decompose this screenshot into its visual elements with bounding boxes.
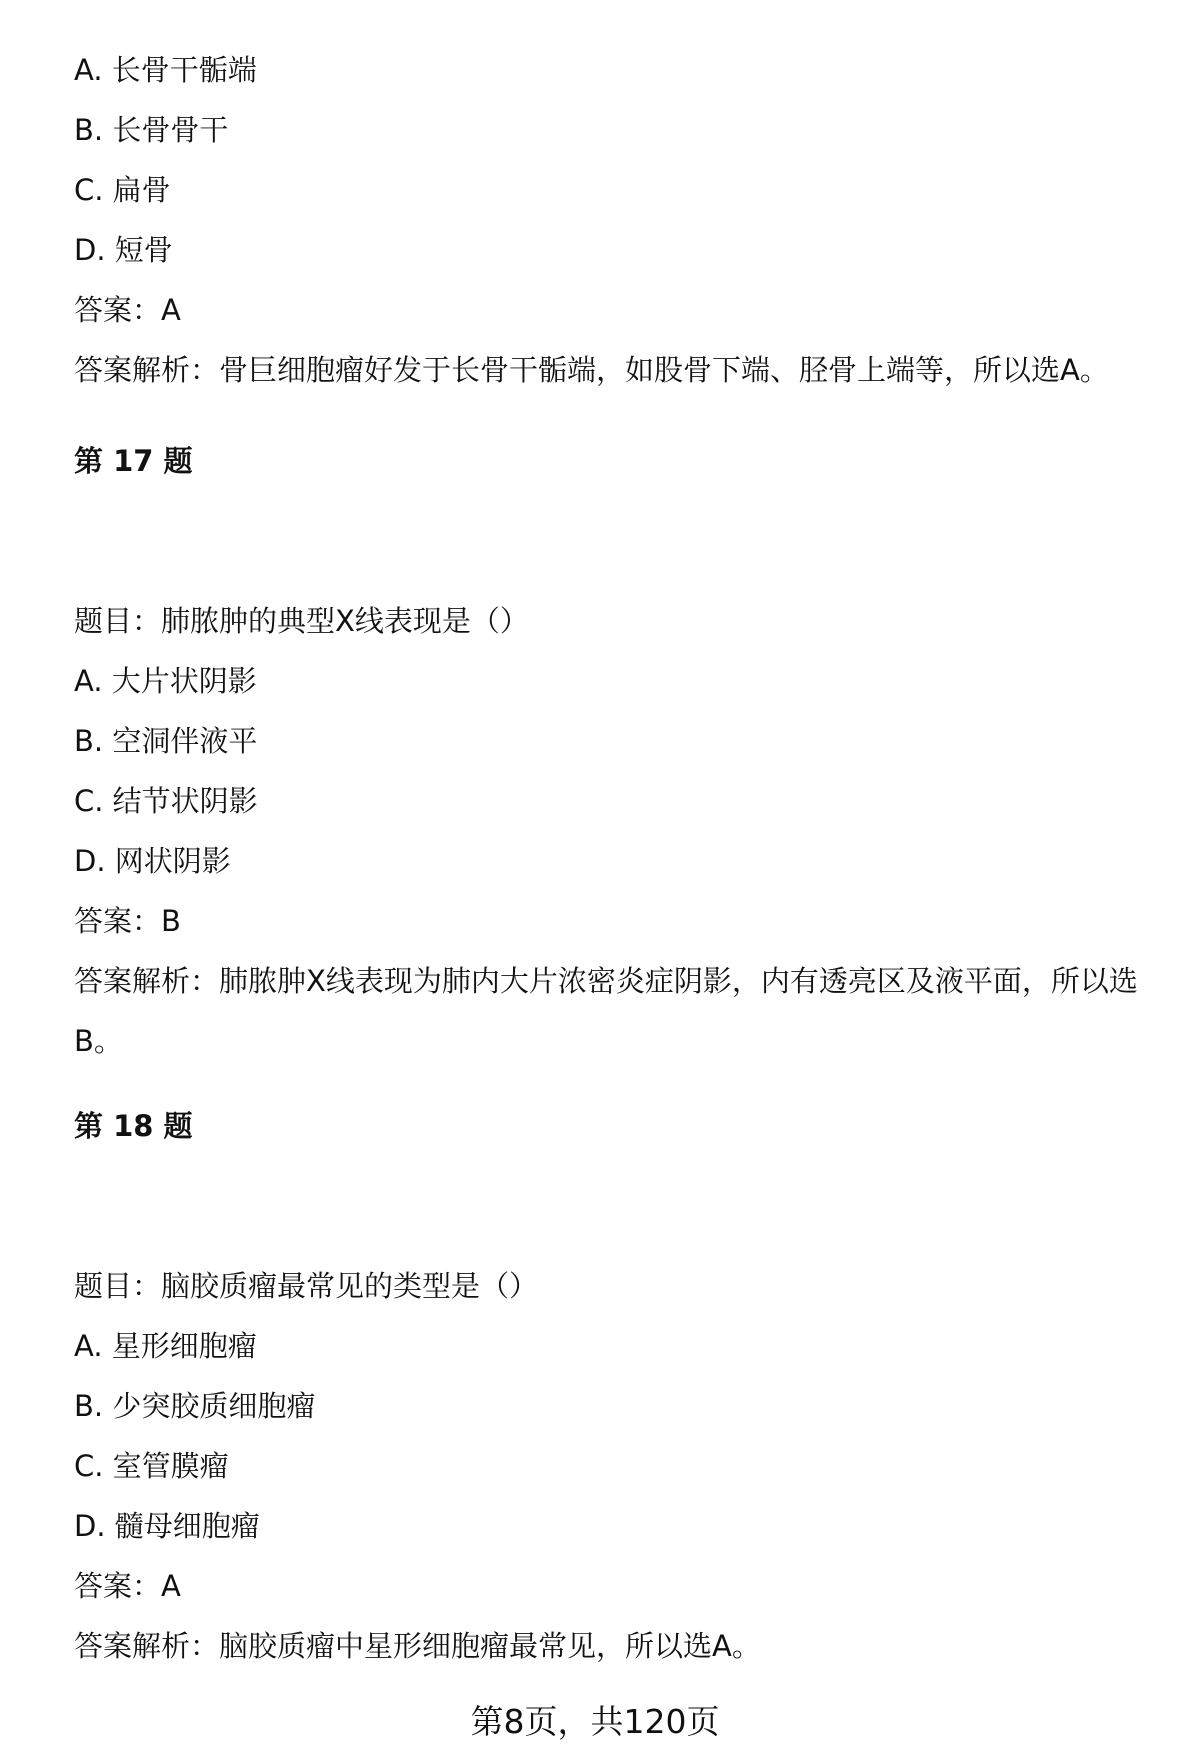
q17-question: 题目：肺脓肿的典型X线表现是（） xyxy=(74,604,529,638)
q16-option-a: A. 长骨干骺端 xyxy=(74,53,257,87)
q18-heading: 第 18 题 xyxy=(74,1109,193,1143)
q18-question: 题目：脑胶质瘤最常见的类型是（） xyxy=(74,1269,539,1303)
q16-option-c: C. 扁骨 xyxy=(74,173,171,207)
q18-answer: 答案：A xyxy=(74,1569,181,1603)
q18-option-b: B. 少突胶质细胞瘤 xyxy=(74,1389,316,1423)
q17-heading: 第 17 题 xyxy=(74,444,193,478)
q17-option-a: A. 大片状阴影 xyxy=(74,664,257,698)
q17-explanation: 答案解析：肺脓肿X线表现为肺内大片浓密炎症阴影，内有透亮区及液平面，所以选B。 xyxy=(74,964,1138,1058)
q18-option-c: C. 室管膜瘤 xyxy=(74,1449,229,1483)
q17-option-c: C. 结节状阴影 xyxy=(74,784,258,818)
q18-option-a: A. 星形细胞瘤 xyxy=(74,1329,257,1363)
q17-option-d: D. 网状阴影 xyxy=(74,844,231,878)
q16-answer: 答案：A xyxy=(74,293,181,327)
q16-explanation: 答案解析：骨巨细胞瘤好发于长骨干骺端，如股骨下端、胫骨上端等，所以选A。 xyxy=(74,353,1109,387)
q18-explanation: 答案解析：脑胶质瘤中星形细胞瘤最常见，所以选A。 xyxy=(74,1629,761,1663)
q16-option-d: D. 短骨 xyxy=(74,233,173,267)
q18-option-d: D. 髓母细胞瘤 xyxy=(74,1509,260,1543)
q17-option-b: B. 空洞伴液平 xyxy=(74,724,258,758)
page-number-footer: 第8页，共120页 xyxy=(470,1702,720,1741)
q17-answer: 答案：B xyxy=(74,904,181,938)
q16-option-b: B. 长骨骨干 xyxy=(74,113,229,147)
